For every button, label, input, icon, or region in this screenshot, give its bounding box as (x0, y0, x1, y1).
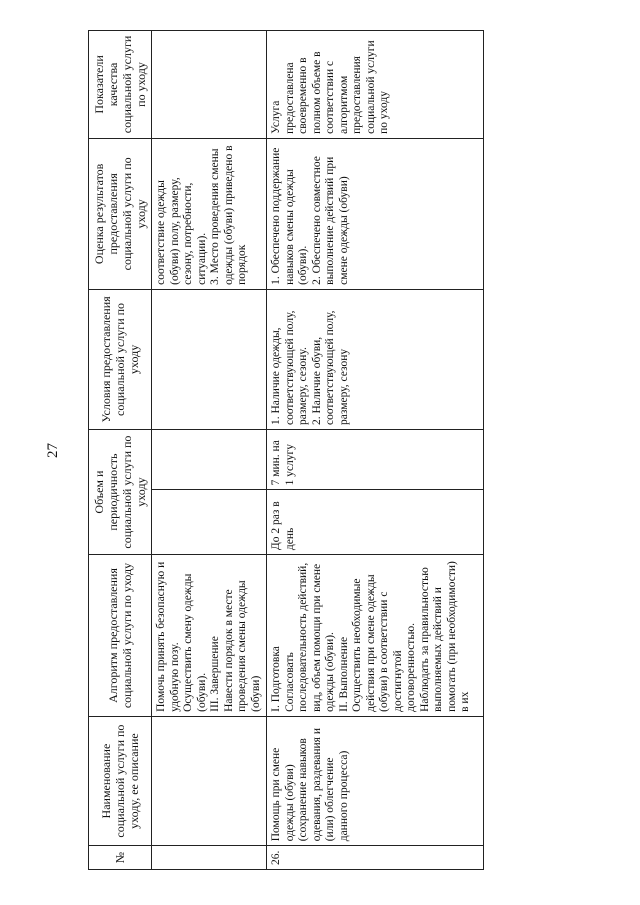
cell-num (152, 846, 267, 870)
cell-conditions (152, 289, 267, 429)
header-volume: Объем и периодичность социальной услуги по уходу (89, 430, 152, 555)
table-header-row (89, 31, 152, 870)
rotated-table-container (88, 30, 608, 870)
cell-quality (152, 31, 267, 139)
page-number: 27 (45, 443, 61, 458)
header-name: Наименование социальной услуги по уходу, ее описание (89, 716, 152, 845)
cell-volume-frequency: До 2 раз в день (267, 490, 484, 555)
header-conditions: Условия предоставления социальной услуги по уходу (89, 289, 152, 429)
header-evaluation: Оценка результатов предоставления социальной услуги по уходу (89, 138, 152, 289)
social-care-services-table (88, 30, 484, 870)
header-num: № (89, 846, 152, 870)
cell-volume-time (152, 430, 267, 490)
cell-conditions: 1. Наличие одежды, соответствующей полу, размеру, сезону. 2. Наличие обуви, соответствующей полу, размеру, сезону (267, 289, 484, 429)
table-row-26 (267, 31, 484, 870)
header-algorithm: Алгоритм предоставления социальной услуги по уходу (89, 555, 152, 717)
cell-quality: Услуга предоставлена своевременно в полном объеме в соответствии с алгоритмом предоставления социальной услуги по уходу (267, 31, 484, 139)
cell-evaluation: 1. Обеспечено поддержание навыков смены одежды (обуви). 2. Обеспечено совместное выполнение действий при смене одежды (обуви) (267, 138, 484, 289)
cell-algorithm: Помочь принять безопасную и удобную позу. Осуществить смену одежды (обуви). III. Завершение Навести порядок в месте проведения смены одежды (обуви) (152, 555, 267, 717)
cell-evaluation: соответствие одежды (обуви) полу, размеру, сезону, потребности, ситуации). 3. Место проведения смены одежды (обуви) приведено в порядок (152, 138, 267, 289)
cell-volume-time: 7 мин. на 1 услугу (267, 430, 484, 490)
cell-volume-frequency (152, 490, 267, 555)
cell-name (152, 716, 267, 845)
cell-name: Помощь при смене одежды (обуви) (сохранение навыков одевания, раздевания и (или) облегчение данного процесса) (267, 716, 484, 845)
header-quality: Показатели качества социальной услуги по уходу (89, 31, 152, 139)
table-row-continuation (152, 31, 267, 870)
cell-num: 26. (267, 846, 484, 870)
cell-algorithm: I. Подготовка Согласовать последовательность действий, вид, объем помощи при смене одежды (обуви). II. Выполнение Осуществить необходимые действия при смене одежды (обуви) в соответствии с достигнутой договоренностью. Наблюдать за правильностью выполняемых действий и помогать (при необходимости) в их (267, 555, 484, 717)
